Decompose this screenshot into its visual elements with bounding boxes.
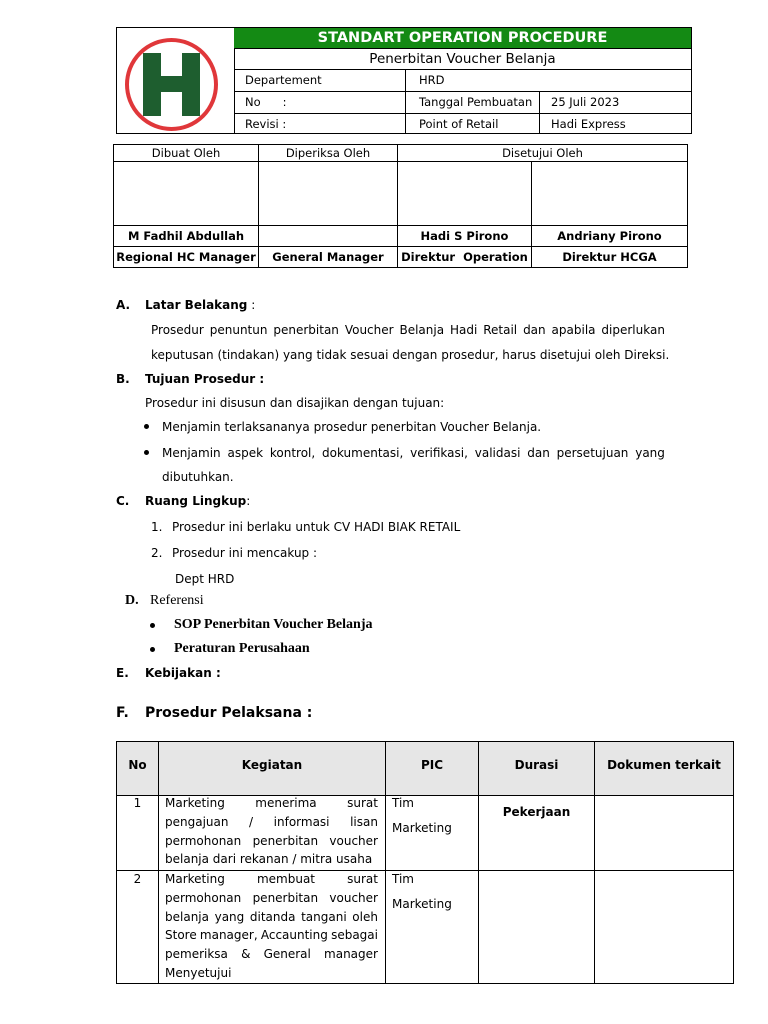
list-item: Peraturan Perusahaan — [174, 641, 310, 656]
word: permohonan — [165, 833, 242, 848]
h-logo-icon — [129, 42, 214, 127]
section-title: Kebijakan : — [145, 666, 221, 680]
pic-cell — [392, 870, 452, 914]
word: penuntun — [209, 323, 268, 337]
kegiatan-line — [165, 870, 378, 889]
word: belanja — [165, 909, 209, 924]
word: apabila — [551, 323, 596, 337]
pic-line: Marketing — [392, 896, 452, 911]
colon: : — [246, 494, 251, 508]
column-header: Kegiatan — [241, 758, 303, 772]
divider — [114, 161, 687, 162]
tanggal-label: Tanggal Pembuatan — [419, 95, 533, 109]
word: tangani — [301, 909, 347, 924]
sop-header — [116, 27, 692, 134]
kegiatan-line — [165, 945, 378, 964]
kegiatan-line — [165, 889, 378, 908]
revisi-label: Revisi : — [245, 117, 287, 131]
list-item: Prosedur ini berlaku untuk CV HADI BIAK RETAIL — [172, 520, 461, 534]
divider — [539, 114, 540, 134]
pic-line: Tim — [392, 872, 414, 886]
word: informasi — [273, 814, 330, 829]
divider — [405, 92, 406, 113]
word: penerbitan — [252, 833, 319, 848]
signer-name: Hadi S Pirono — [420, 229, 509, 243]
word: / — [249, 814, 254, 829]
section-title: Referensi — [150, 593, 204, 608]
signer-name: M Fadhil Abdullah — [127, 229, 245, 243]
word: Store — [165, 928, 197, 943]
word: penerbitan — [273, 323, 339, 337]
section-letter: B. — [116, 372, 130, 386]
column-header: PIC — [420, 758, 444, 772]
word: manager — [324, 947, 378, 962]
kegiatan-line — [165, 926, 378, 945]
list-item-continuation: dibutuhkan. — [162, 470, 234, 484]
list-item — [162, 445, 665, 461]
word: validasi — [474, 446, 521, 460]
column-header: Dokumen terkait — [607, 758, 721, 772]
word: sebagai — [331, 928, 378, 943]
word: membuat — [256, 872, 315, 886]
bullet-icon — [144, 450, 149, 455]
word: permohonan — [165, 890, 242, 905]
word: verifikasi, — [410, 446, 468, 460]
word: voucher — [329, 833, 378, 848]
word: kontrol, — [269, 446, 316, 460]
company-logo — [125, 38, 218, 131]
dibuat-oleh-header: Dibuat Oleh — [151, 146, 221, 160]
column-header: Durasi Pekerjaan — [502, 758, 571, 819]
word: penerbitan — [252, 890, 319, 905]
word: Menjamin — [162, 446, 221, 460]
procedure-table — [116, 741, 734, 984]
list-item: Prosedur ini mencakup : — [172, 546, 318, 560]
section-a-heading — [145, 297, 255, 313]
word: & — [241, 947, 251, 962]
point-of-retail-value: Hadi Express — [551, 117, 626, 131]
signer-role: Direktur Operation — [401, 250, 528, 264]
kegiatan-line: Menyetujui — [165, 965, 232, 980]
row-number: 1 — [133, 796, 142, 810]
word: General — [263, 947, 311, 962]
section-a-line1 — [151, 322, 665, 338]
word: Belanja — [399, 323, 445, 337]
word: manager, — [199, 928, 258, 943]
document-subtitle: Penerbitan Voucher Belanja — [234, 49, 691, 70]
divider — [405, 114, 406, 134]
word: Hadi — [450, 323, 478, 337]
list-item: Menjamin terlaksananya prosedur penerbitan Voucher Belanja. — [162, 420, 542, 434]
word: aspek — [227, 446, 264, 460]
word: lisan — [350, 814, 378, 829]
section-letter: F. — [116, 705, 129, 721]
diperiksa-oleh-header: Diperiksa Oleh — [285, 146, 371, 160]
divider — [405, 70, 406, 91]
column-header: No — [128, 758, 147, 772]
row-number: 2 — [133, 872, 142, 886]
word: menerima — [255, 796, 317, 810]
word: pemeriksa — [165, 947, 228, 962]
kegiatan-line — [165, 832, 378, 851]
pic-line: Tim — [392, 796, 414, 810]
section-letter: C. — [116, 494, 130, 508]
word: yang — [635, 446, 665, 460]
point-of-retail-label: Point of Retail — [419, 117, 499, 131]
signer-name: Andriany Pirono — [557, 229, 662, 243]
pic-line: Marketing — [392, 820, 452, 835]
departement-value: HRD — [419, 73, 445, 87]
section-title: Latar Belakang — [145, 298, 248, 312]
list-number: 2. — [151, 546, 163, 560]
section-letter: D. — [125, 593, 139, 608]
word: Prosedur — [151, 323, 204, 337]
word: Marketing — [165, 872, 225, 886]
signer-role: Direktur HCGA — [562, 250, 657, 264]
word: voucher — [329, 890, 378, 905]
word: persetujuan — [556, 446, 629, 460]
word: Marketing — [165, 796, 225, 810]
section-letter: A. — [116, 298, 131, 312]
word: diperlukan — [601, 323, 665, 337]
table-row — [165, 870, 378, 983]
word: Voucher — [344, 323, 394, 337]
no-label: No : — [245, 95, 287, 109]
colon: : — [247, 298, 256, 312]
word: pengajuan — [165, 814, 229, 829]
word: Retail — [483, 323, 518, 337]
divider — [539, 92, 540, 113]
section-title: Ruang Lingkup — [145, 494, 247, 508]
word: yang — [214, 909, 245, 924]
section-c-heading — [145, 493, 250, 509]
bullet-icon — [150, 647, 155, 652]
table-row — [165, 794, 378, 869]
word: dan — [527, 446, 550, 460]
document-title: STANDART OPERATION PROCEDURE — [234, 28, 691, 49]
approval-table — [113, 144, 688, 268]
word: dan — [523, 323, 546, 337]
kegiatan-line — [165, 794, 378, 813]
word: dokumentasi, — [322, 446, 404, 460]
logo-cell — [117, 28, 235, 133]
section-title: Prosedur Pelaksana : — [145, 705, 313, 721]
bullet-icon — [150, 623, 155, 628]
word: surat — [347, 796, 378, 810]
section-letter: E. — [116, 666, 129, 680]
kegiatan-line — [165, 908, 378, 927]
section-a-line2: keputusan (tindakan) yang tidak sesuai dengan prosedur, harus disetujui oleh Direksi. — [151, 348, 670, 362]
header-row-revisi — [234, 114, 691, 135]
word: Accaunting — [260, 928, 328, 943]
list-item: SOP Penerbitan Voucher Belanja — [174, 617, 373, 632]
section-b-intro: Prosedur ini disusun dan disajikan dengan tujuan: — [145, 396, 445, 410]
header-row-departement — [234, 70, 691, 92]
word: oleh — [352, 909, 378, 924]
signer-role: Regional HC Manager — [116, 250, 256, 264]
kegiatan-line: belanja dari rekanan / mitra usaha — [165, 852, 373, 867]
list-number: 1. — [151, 520, 163, 534]
bullet-icon — [144, 424, 149, 429]
header-row-no — [234, 92, 691, 114]
word: ditanda — [249, 909, 296, 924]
departement-label: Departement — [245, 73, 322, 87]
disetujui-oleh-header: Disetujui Oleh — [502, 146, 583, 160]
divider — [114, 246, 687, 247]
list-sub-item: Dept HRD — [175, 572, 235, 586]
section-title: Tujuan Prosedur : — [145, 372, 265, 386]
word: surat — [347, 872, 378, 886]
signer-role: General Manager — [272, 250, 384, 264]
pic-cell — [392, 794, 452, 838]
divider — [114, 225, 687, 226]
tanggal-value: 25 Juli 2023 — [551, 95, 620, 109]
kegiatan-line — [165, 813, 378, 832]
